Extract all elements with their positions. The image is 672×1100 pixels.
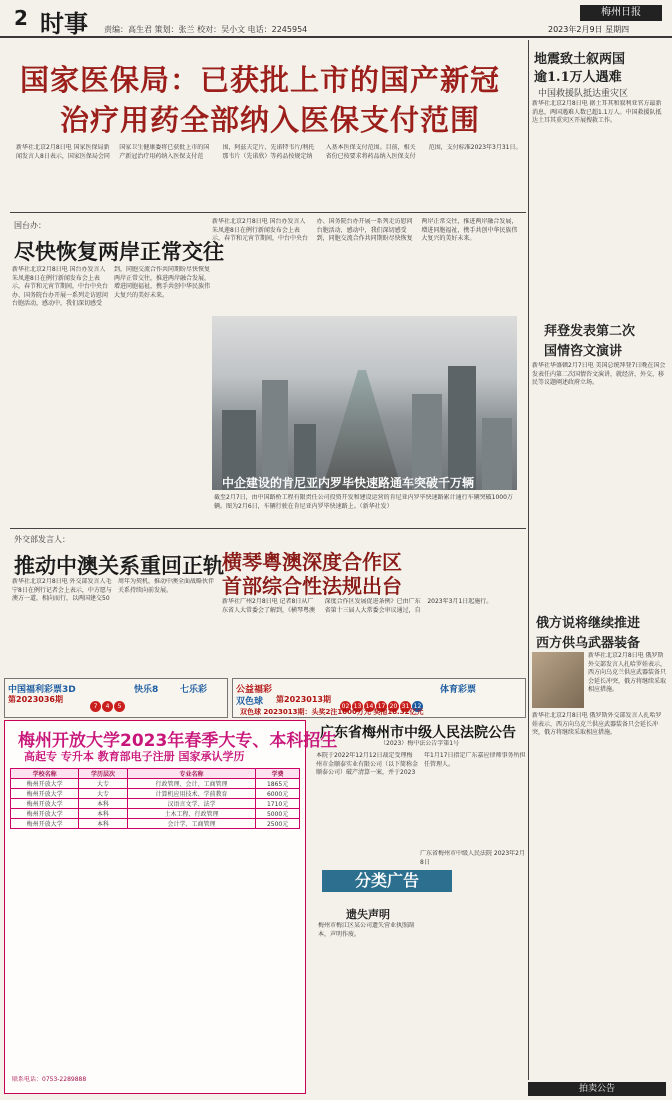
lead-headline-1: 国家医保局：已获批上市的国产新冠 [20,63,501,97]
ssq-red-ball: 13 [353,703,362,710]
ssq-blue-ball: 12 [413,703,422,710]
hengqin-headline-2: 首部综合性法规出台 [222,574,402,598]
seven-title: 七乐彩 [180,685,208,695]
australia-kicker: 外交部发言人： [14,535,70,544]
australia-headline: 推动中澳关系重回正轨 [14,553,224,578]
divider [10,212,526,213]
hengqin-body: 新华社广州2月8日电 记者8日从广东省人大常委会了解到，《横琴粤澳深度合作区发展促进条例》已由广东省第十三届人大常委会审议通过，自2023年3月1日起施行。 [222,598,493,614]
side2-title: 拜登发表第二次 [544,324,636,339]
notice-body: 本院于2022年12月12日裁定受理梅州市金顺泰实业有限公司（以下简称金顺泰公司）破产清算一案，并于2023年1月17日指定广东嘉应律师事务所担任管理人。 [316,752,526,776]
ssq-title: 双色球 [236,697,264,707]
photo-caption: 中企建设的肯尼亚内罗毕快速路通车突破千万辆 [222,476,475,490]
notice-number: （2023）梅中法公告字第1号 [380,740,460,747]
fee-header: 学历层次 [79,769,127,779]
ssq-issue: 第2023013期 [276,695,331,704]
p3-title: 中国福利彩票3D [8,685,76,695]
lottery-banner: 公益福彩 [236,685,273,695]
ad-title: 梅州开放大学2023年春季大专、本科招生 [18,731,338,751]
column-rule [528,40,529,1080]
side1-subtitle: 逾1.1万人遇难 [534,70,622,85]
lead-body: 新华社北京2月8日电 国家医保局新闻发言人8日表示，国家医保局会同国家卫生健康委将已获批上市的国产新冠治疗用药纳入医保支付范围，阿兹夫定片、先诺特韦片/利托那韦片（先诺欣）等药品按规定纳入基本医保支付范围。目前，相关省份已按要求将药品纳入医保支付范围，支付标准2023年3月31日。 [16,144,522,160]
photo-note: 截至2月7日，由中国路桥工程有限责任公司投资开发和建设运营的肯尼亚内罗毕快速路累计通行车辆突破1000万辆。图为2月6日，车辆行驶在肯尼亚内罗毕快速路上。（新华社发） [214,494,513,510]
auction-label: 拍卖公告 [528,1082,666,1096]
ssq-red-ball: 17 [377,703,386,710]
page-number: 2 [14,6,28,30]
divider [10,528,526,529]
lead-headline-2: 治疗用药全部纳入医保支付范围 [60,103,481,137]
p3-issue: 第2023036期 [8,695,63,704]
classified-banner: 分类广告 [322,870,452,892]
taiwan-kicker: 国台办： [14,221,46,230]
ad-subtitle: 高起专 专升本 教育部电子注册 国家承认学历 [24,750,245,763]
section-title: 时事 [40,9,88,38]
side1-title: 地震致土叙两国 [534,52,626,67]
newspaper-logo: 梅州日报 [580,5,662,21]
side3-body: 新华社北京2月8日电 俄罗斯外交部发言人扎哈罗娃表示，西方向乌克兰供应武器装备只会延长冲突，俄方将继续采取相应措施。 [588,652,666,693]
news-photo [212,316,517,490]
side2-subtitle: 国情咨文演讲 [544,344,623,359]
taiwan-body: 新华社北京2月8日电 国台办发言人朱凤莲8日在例行新闻发布会上表示，春节和元宵节期间，中台中央台办、国务院台办开展一系列走访慰问台胞活动，感动中，我们深切感受到，同胞交流合作共同期盼尽快恢复两岸正常交往，推进两岸融合发展，增进同胞福祉，携手共创中华民族伟大复兴的美好未来。 [12,266,210,307]
table-row: 梅州开放大学 本科 会计学、工商管理 2500元 [11,819,300,829]
credits: 责编：高生君 策划：张兰 校对：吴小文 电话：2245954 [104,25,308,34]
ssq-red-ball: 20 [389,703,398,710]
notice-title: 广东省梅州市中级人民法院公告 [320,725,516,741]
side3-body-cont: 新华社北京2月8日电 俄罗斯外交部发言人扎哈罗娃表示，西方向乌克兰供应武器装备只会延长冲突，俄方将继续采取相应措施。 [532,712,662,736]
fee-header: 专业名称 [127,769,255,779]
p3-numbers [90,693,126,712]
table-row: 梅州开放大学 本科 土木工程、行政管理 5000元 [11,809,300,819]
taiwan-body-cont: 新华社北京2月8日电 国台办发言人朱凤莲8日在例行新闻发布会上表示，春节和元宵节期间，中台中央台办、国务院台办开展一系列走访慰问台胞活动，感动中，我们深切感受到，同胞交流合作共同期盼尽快恢复两岸正常交往，推进两岸融合发展，增进同胞福祉，携手共创中华民族伟大复兴的美好未来。 [212,218,518,242]
sports-title: 体育彩票 [440,685,477,695]
lost-body: 梅州市梅江区某公司遗失营业执照副本，声明作废。 [318,922,415,938]
side3-photo [532,652,584,708]
taiwan-headline: 尽快恢复两岸正常交往 [14,239,224,264]
table-row: 梅州开放大学 本科 汉语言文学、法学 1710元 [11,799,300,809]
lost-title: 遗失声明 [346,908,390,921]
side3-subtitle: 西方供乌武器装备 [536,636,641,651]
p3-ball: 5 [114,701,125,712]
kl8-title: 快乐8 [134,685,159,695]
table-row: 梅州开放大学 大专 计算机应用技术、学前教育 6000元 [11,789,300,799]
side1-kicker: 中国救援队抵达重灾区 [538,89,629,99]
table-row: 梅州开放大学 大专 行政管理、会计、工商管理 1865元 [11,779,300,789]
p3-ball: 4 [102,701,113,712]
notice-sign: 广东省梅州市中级人民法院 2023年2月8日 [420,850,525,866]
fee-header: 学校名称 [11,769,79,779]
ssq-red-ball: 02 [341,703,350,710]
side2-body: 新华社华盛顿2月7日电 美国总统拜登7日晚在国会发表任内第二次国情咨文演讲，就经济、外交、移民等议题阐述政府立场。 [532,362,666,386]
lottery-summary: 双色球 2023013期：头奖2注1000万元 奖池18.32亿元 [240,708,424,716]
ad-contact: 联系电话：0753-2289888 [12,1076,87,1083]
side3-title: 俄方说将继续推进 [536,616,641,631]
side1-body: 新华社北京2月8日电 据土耳其和叙利亚官方最新消息，两国遇难人数已超1.1万人。中国救援队抵达土耳其重灾区开展搜救工作。 [532,100,662,124]
p3-ball: 7 [90,701,101,712]
hengqin-headline-1: 横琴粤澳深度合作区 [222,550,402,574]
ssq-red-ball: 14 [365,703,374,710]
ssq-red-ball: 31 [401,703,410,710]
issue-date: 2023年2月9日 星期四 [548,25,630,34]
australia-body: 新华社北京2月8日电 外交部发言人毛宁8日在例行记者会上表示，中方愿与澳方一道，相向而行，以两国建交50周年为契机，推动中澳全面战略伙伴关系持续向前发展。 [12,578,215,602]
fee-header: 学费 [256,769,300,779]
fee-table [10,768,300,829]
